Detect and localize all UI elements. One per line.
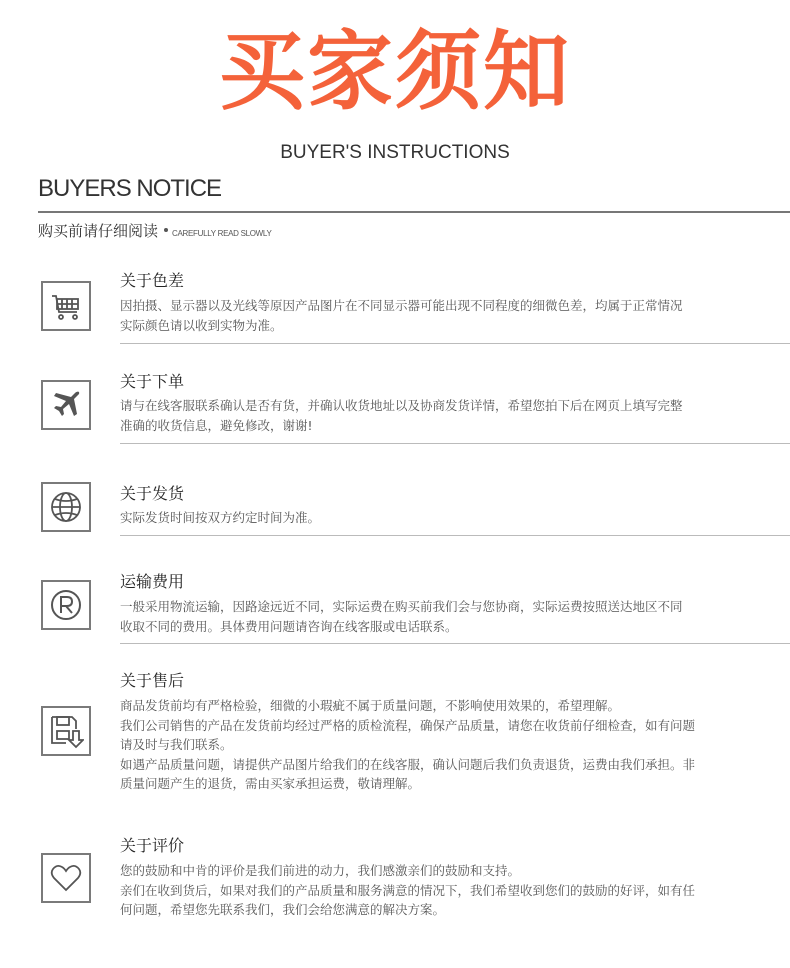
- section-body-freight: [120, 597, 770, 636]
- text-line: 商品发货前均有严格检验，细微的小瑕疵不属于质量问题，不影响使用效果的，希望理解。: [120, 698, 621, 713]
- section-divider: [120, 643, 790, 644]
- text-line: 如遇产品质量问题，请提供产品图片给我们的在线客服，确认问题后我们负责退货，运费由我们承担。非: [120, 756, 696, 772]
- section-title-aftersales: 关于售后: [120, 671, 185, 690]
- text-line: 请及时与我们联系。: [120, 737, 233, 753]
- section-divider: [120, 535, 790, 536]
- text-line: 何问题，希望您先联系我们，我们会给您满意的解决方案。: [120, 902, 446, 918]
- section-title-color: 关于色差: [120, 271, 185, 290]
- notice-heading: BUYERS NOTICE: [38, 175, 222, 202]
- pre-read-label: [38, 220, 272, 241]
- section-title-reviews: 关于评价: [120, 836, 185, 855]
- globe-icon: [41, 482, 91, 532]
- pre-read-text: 购买前请仔细阅读: [38, 222, 159, 240]
- page-title: 买家须知: [219, 22, 571, 122]
- section-title-freight: 运输费用: [120, 572, 185, 591]
- text-line: 质量问题产生的退货，需由买家承担运费，敬请理解。: [120, 776, 421, 792]
- text-line: 实际发货时间按双方约定时间为准。: [120, 510, 321, 525]
- text-line: 我们公司销售的产品在发货前均经过严格的质检流程，确保产品质量，请您在收货前仔细检查，如有问题: [120, 717, 696, 733]
- text-line: 实际颜色请以收到实物为准。: [120, 317, 283, 333]
- section-divider: [120, 343, 790, 344]
- save-download-icon: [41, 706, 91, 756]
- text-line: 准确的收货信息，避免修改，谢谢!: [120, 417, 313, 433]
- text-line: 收取不同的费用。具体费用问题请咨询在线客服或电话联系。: [120, 618, 458, 634]
- section-body-shipping: [120, 508, 770, 528]
- text-line: 请与在线客服联系确认是否有货，并确认收货地址以及协商发货详情，希望您拍下后在网页上填写完整: [120, 398, 683, 413]
- shopping-cart-icon: [41, 281, 91, 331]
- bullet-dot: [164, 228, 168, 232]
- text-line: 您的鼓励和中肯的评价是我们前进的动力，我们感激亲们的鼓励和支持。: [120, 863, 521, 878]
- page-subtitle: BUYER'S INSTRUCTIONS: [280, 142, 510, 163]
- section-body-aftersales: [120, 696, 770, 794]
- section-body-color: [120, 296, 770, 335]
- registered-icon: [41, 580, 91, 630]
- section-title-shipping: 关于发货: [120, 484, 185, 503]
- text-line: 因拍摄、显示器以及光线等原因产品图片在不同显示器可能出现不同程度的细微色差，均属于正常情况: [120, 298, 683, 313]
- heart-icon: [41, 853, 91, 903]
- heading-divider: [38, 211, 790, 213]
- text-line: 一般采用物流运输，因路途远近不同，实际运费在购买前我们会与您协商，实际运费按照送达地区不同: [120, 599, 683, 614]
- text-line: 亲们在收到货后，如果对我们的产品质量和服务满意的情况下，我们希望收到您们的鼓励的好评，如有任: [120, 882, 696, 898]
- pre-read-en-text: CAREFULLY READ SLOWLY: [172, 229, 272, 238]
- section-title-order: 关于下单: [120, 372, 185, 391]
- section-body-order: [120, 396, 770, 435]
- section-divider: [120, 443, 790, 444]
- airplane-icon: [41, 380, 91, 430]
- section-body-reviews: [120, 861, 770, 920]
